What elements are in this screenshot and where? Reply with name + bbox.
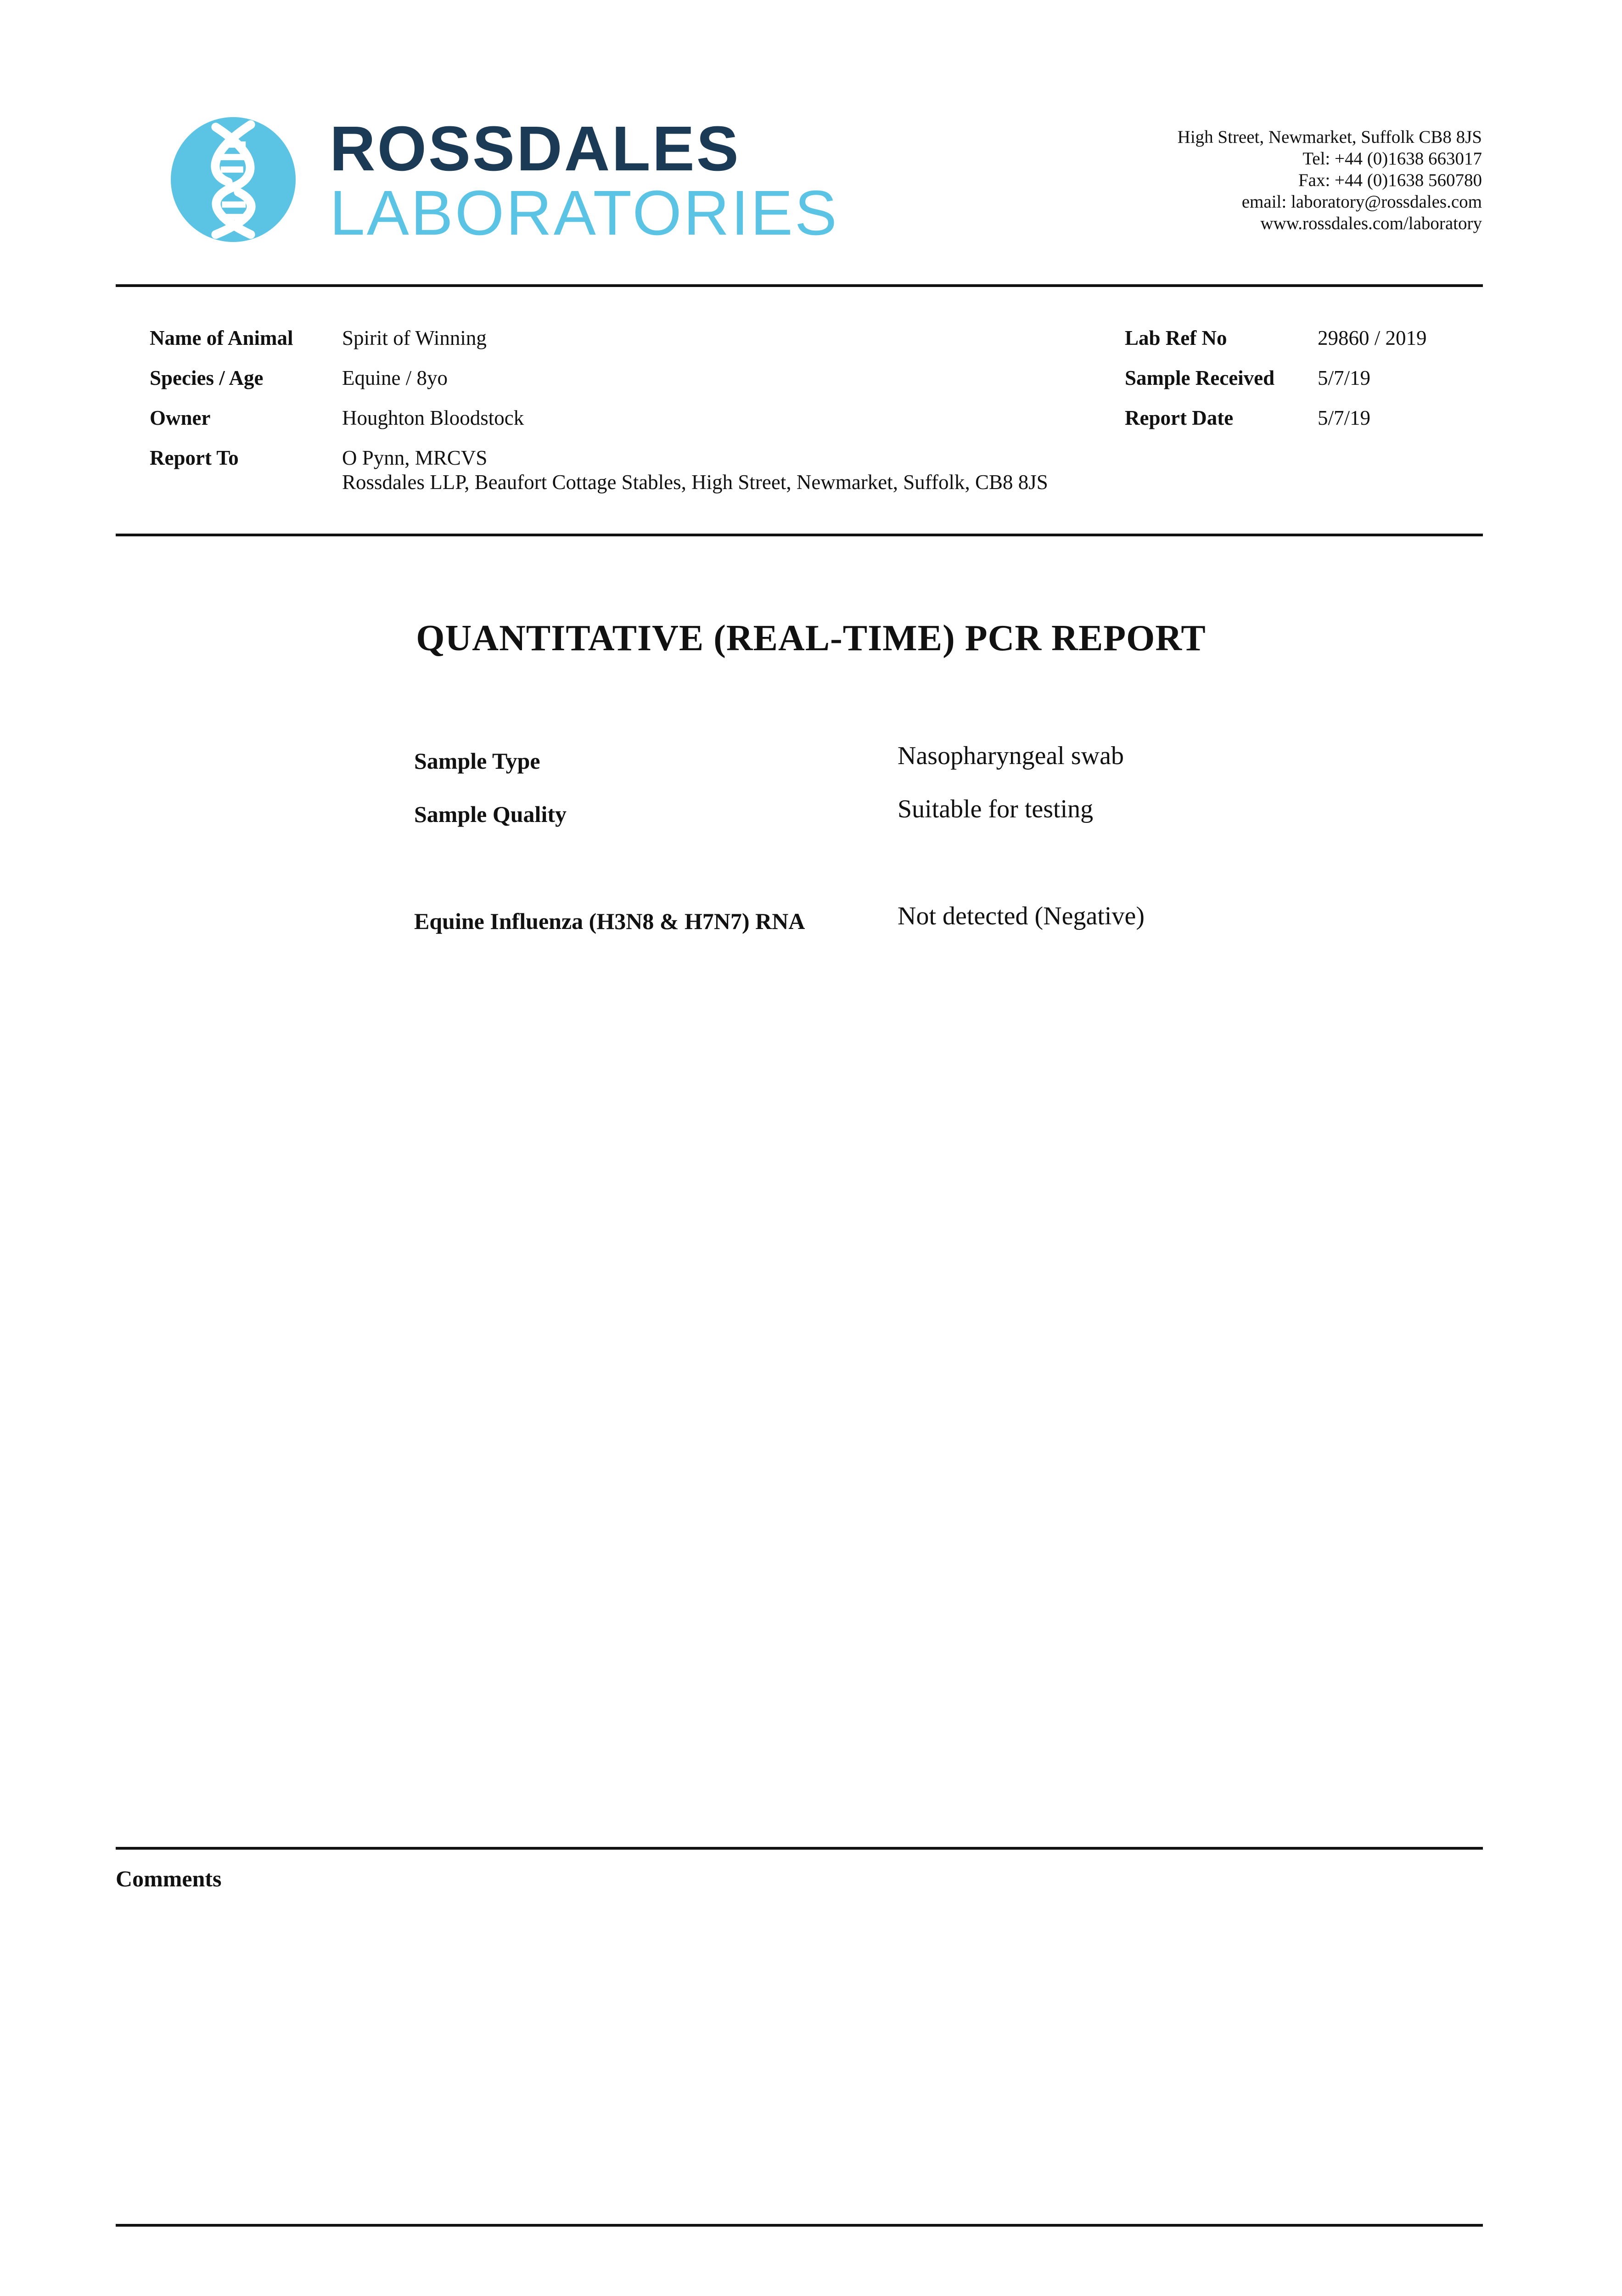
- sample-type-label: Sample Type: [414, 748, 540, 774]
- header-divider: [116, 284, 1483, 287]
- comments-divider: [116, 1847, 1483, 1850]
- report-date-label: Report Date: [1125, 406, 1234, 429]
- sample-received-value: 5/7/19: [1318, 366, 1371, 389]
- dna-helix-icon: [171, 117, 296, 242]
- report-date-value: 5/7/19: [1318, 406, 1371, 429]
- contact-block: [1023, 126, 1482, 234]
- report-to-address: Rossdales LLP, Beaufort Cottage Stables, High Street, Newmarket, Suffolk, CB8 8JS: [342, 471, 1048, 494]
- contact-web[interactable]: www.rossdales.com/laboratory: [1260, 214, 1482, 233]
- contact-email[interactable]: email: laboratory@rossdales.com: [1241, 192, 1482, 212]
- contact-address: High Street, Newmarket, Suffolk CB8 8JS: [1177, 127, 1482, 147]
- lab-ref-label: Lab Ref No: [1125, 326, 1227, 349]
- brand-name-line1: ROSSDALES: [330, 113, 741, 184]
- sample-received-label: Sample Received: [1125, 366, 1275, 389]
- lab-ref-value: 29860 / 2019: [1318, 326, 1427, 349]
- animal-name-value: Spirit of Winning: [342, 326, 487, 349]
- brand-name-line2: LABORATORIES: [330, 178, 839, 248]
- owner-value: Houghton Bloodstock: [342, 406, 524, 429]
- animal-name-label: Name of Animal: [150, 326, 293, 349]
- influenza-test-result: Not detected (Negative): [898, 902, 1145, 930]
- contact-tel: Tel: +44 (0)1638 663017: [1302, 149, 1482, 169]
- owner-label: Owner: [150, 406, 211, 429]
- info-divider: [116, 534, 1483, 536]
- report-to-label: Report To: [150, 446, 239, 469]
- influenza-test-label: Equine Influenza (H3N8 & H7N7) RNA: [414, 908, 805, 934]
- report-to-name: O Pynn, MRCVS: [342, 446, 488, 469]
- sample-quality-label: Sample Quality: [414, 801, 567, 827]
- contact-fax: Fax: +44 (0)1638 560780: [1298, 170, 1482, 190]
- sample-type-value: Nasopharyngeal swab: [898, 742, 1124, 770]
- sample-quality-value: Suitable for testing: [898, 795, 1094, 823]
- species-age-label: Species / Age: [150, 366, 264, 389]
- comments-label: Comments: [116, 1866, 222, 1891]
- footer-divider: [116, 2224, 1483, 2227]
- species-age-value: Equine / 8yo: [342, 366, 448, 389]
- report-title: QUANTITATIVE (REAL-TIME) PCR REPORT: [416, 618, 1206, 658]
